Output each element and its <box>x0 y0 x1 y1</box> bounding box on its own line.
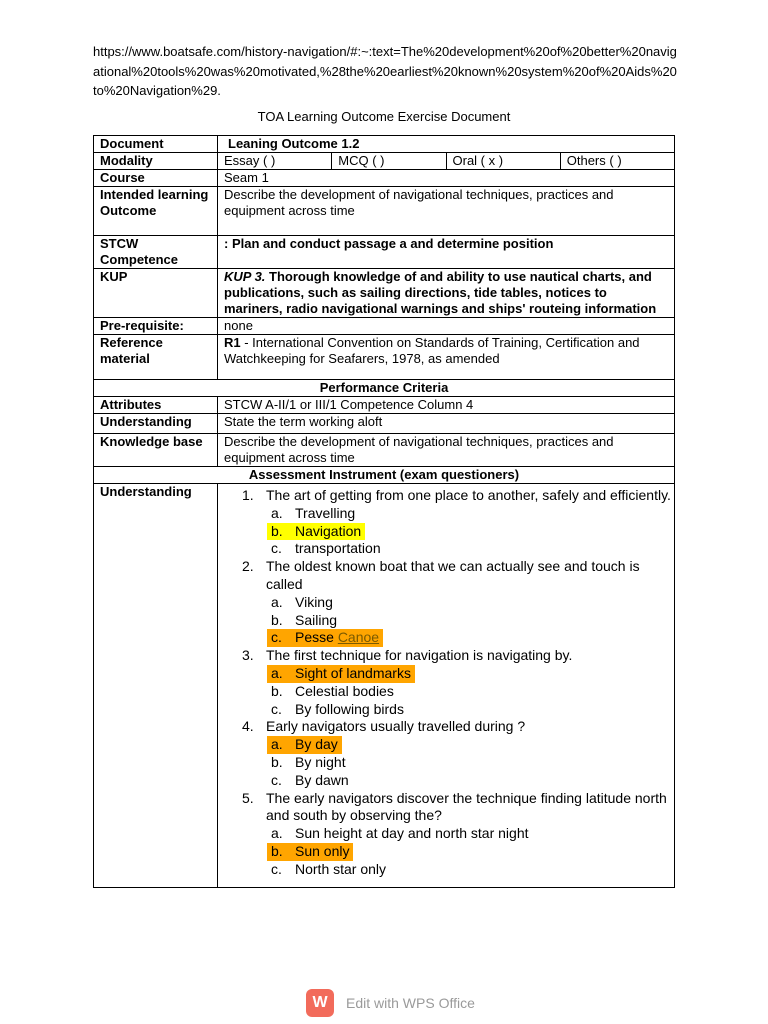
option-text: Travelling <box>295 504 356 521</box>
answer-option <box>242 540 674 558</box>
answer-option <box>242 594 674 612</box>
attributes-value: STCW A-II/1 or III/1 Competence Column 4 <box>218 397 675 414</box>
answer-text-wrap <box>267 540 385 558</box>
knowledge-base-value: Describe the development of navigational techniques, practices and equipment across time <box>218 434 675 467</box>
row-attributes <box>94 397 675 414</box>
prereq-label: Pre-requisite: <box>94 318 218 335</box>
answer-option <box>242 612 674 630</box>
kup-text: Thorough knowledge of and ability to use nautical charts, and publications, such as sailing directions, tide tables, notices to mariners, radio navigational warnings and ships' routeing information <box>224 269 657 316</box>
answer-text-wrap <box>267 505 359 523</box>
option-letter: a. <box>271 504 283 521</box>
option-letter: b. <box>271 842 283 859</box>
kup-label: KUP <box>94 269 218 318</box>
answer-option <box>242 754 674 772</box>
option-letter: b. <box>271 522 283 539</box>
modality-options <box>218 153 675 170</box>
question-number: 1. <box>242 487 254 503</box>
option-text: By following birds <box>295 700 404 717</box>
ref-value <box>218 335 675 380</box>
answer-text-wrap <box>267 612 341 630</box>
question-number: 3. <box>242 647 254 664</box>
source-url[interactable]: https://www.boatsafe.com/history-navigation/#:~:text=The%20development%20of%20better%20navigational%20tools%20was%20motivated,%28the%20earliest%20known%20system%20of%20Aids%20to%20Navigation%29. <box>93 44 677 98</box>
option-letter: c. <box>271 700 282 717</box>
answer-text-wrap <box>267 825 533 843</box>
wps-edit-banner[interactable] <box>306 988 475 1018</box>
stcw-label: STCW Competence <box>94 236 218 269</box>
option-text: Navigation <box>295 522 362 539</box>
option-letter: b. <box>271 682 283 699</box>
row-modality <box>94 153 675 170</box>
answer-option <box>242 523 674 541</box>
answer-option <box>242 825 674 843</box>
highlighted-answer <box>267 629 383 647</box>
option-letter: a. <box>271 593 283 610</box>
answer-option <box>242 736 674 754</box>
row-understanding <box>94 414 675 434</box>
question-text: The oldest known boat that we can actually see and touch is called <box>266 558 640 592</box>
row-prerequisite <box>94 318 675 335</box>
option-letter: b. <box>271 611 283 628</box>
answer-text-wrap <box>267 683 398 701</box>
answer-option <box>242 629 674 647</box>
row-stcw <box>94 236 675 269</box>
question-item <box>242 647 674 665</box>
option-text: Celestial bodies <box>295 682 394 699</box>
question-text: Early navigators usually travelled during ? <box>266 718 526 735</box>
answer-text-wrap <box>267 861 390 879</box>
attributes-label: Attributes <box>94 397 218 414</box>
question-text: The first technique for navigation is navigating by. <box>266 647 573 664</box>
question-item <box>242 790 674 826</box>
kup-code: KUP 3. <box>224 269 266 284</box>
ref-code: R1 <box>224 335 241 350</box>
option-text: By day <box>295 736 338 753</box>
option-text: Sun height at day and north star night <box>295 825 529 842</box>
modality-others: Others ( ) <box>566 153 622 168</box>
understanding-value: State the term working aloft <box>218 414 675 434</box>
row-course <box>94 170 675 187</box>
option-letter: c. <box>271 771 282 788</box>
ilo-label: Intended learning Outcome <box>94 187 218 236</box>
row-kup <box>94 269 675 318</box>
question-number: 5. <box>242 789 254 806</box>
question-number: 2. <box>242 558 254 575</box>
answer-text-wrap <box>267 754 350 772</box>
answer-option <box>242 665 674 683</box>
modality-essay: Essay ( ) <box>218 153 332 169</box>
question-text: The art of getting from one place to another, safely and efficiently. <box>266 487 671 503</box>
answer-text-wrap <box>267 772 353 790</box>
ref-text: - International Convention on Standards of Training, Certification and Watchkeeping for Seafarers, 1978, as amended <box>224 335 640 366</box>
performance-criteria-header: Performance Criteria <box>94 380 675 397</box>
highlighted-answer <box>267 843 353 861</box>
question-item <box>242 487 674 505</box>
knowledge-base-label: Knowledge base <box>94 434 218 467</box>
prereq-value: none <box>218 318 675 335</box>
course-label: Course <box>94 170 218 187</box>
highlighted-answer <box>267 736 342 754</box>
option-text: By night <box>295 753 346 770</box>
row-document <box>94 136 675 153</box>
answer-option <box>242 701 674 719</box>
option-text: Sun only <box>295 842 350 859</box>
modality-mcq: MCQ ( ) <box>332 153 446 169</box>
option-text: Pesse <box>295 629 338 646</box>
wps-edit-label: Edit with WPS Office <box>346 995 475 1011</box>
answer-option <box>242 772 674 790</box>
option-text: Sailing <box>295 611 338 628</box>
row-reference <box>94 335 675 380</box>
stcw-value: : Plan and conduct passage a and determine position <box>218 236 675 269</box>
option-letter: a. <box>271 825 283 842</box>
option-link-text[interactable]: Canoe <box>337 629 380 646</box>
question-text: The early navigators discover the technique finding latitude north and south by observing the? <box>266 789 667 824</box>
option-letter: a. <box>271 736 283 753</box>
course-value: Seam 1 <box>218 170 675 187</box>
question-list <box>218 484 675 888</box>
option-text: Viking <box>295 593 333 610</box>
option-text: By dawn <box>295 771 349 788</box>
highlighted-answer <box>267 665 415 683</box>
answer-text-wrap <box>267 594 337 612</box>
assessment-header: Assessment Instrument (exam questioners) <box>94 467 675 484</box>
question-item <box>242 718 674 736</box>
answer-option <box>242 861 674 879</box>
option-letter: b. <box>271 753 283 770</box>
answer-option <box>242 505 674 523</box>
document-label: Document <box>94 136 218 153</box>
ref-label: Reference material <box>94 335 218 380</box>
ilo-value: Describe the development of navigational techniques, practices and equipment across time <box>218 187 675 236</box>
row-ilo <box>94 187 675 236</box>
option-text: Sight of landmarks <box>295 664 411 681</box>
understanding-label: Understanding <box>94 414 218 434</box>
question-item <box>242 558 674 594</box>
option-letter: c. <box>271 540 282 557</box>
row-knowledge-base <box>94 434 675 467</box>
option-text: transportation <box>295 540 381 557</box>
highlighted-answer <box>267 523 365 541</box>
answer-option <box>242 683 674 701</box>
option-letter: c. <box>271 860 282 877</box>
learning-outcome-table <box>93 135 675 888</box>
answer-text-wrap <box>267 701 408 719</box>
document-title: TOA Learning Outcome Exercise Document <box>257 109 511 124</box>
row-performance-header <box>94 380 675 397</box>
row-assessment-header <box>94 467 675 484</box>
document-value: Leaning Outcome 1.2 <box>218 136 675 153</box>
option-letter: a. <box>271 664 283 681</box>
wps-logo-icon: W <box>306 989 334 1017</box>
row-assessment <box>94 484 675 888</box>
modality-oral: Oral ( x ) <box>447 153 561 169</box>
option-letter: c. <box>271 629 282 646</box>
kup-value <box>218 269 675 318</box>
modality-label: Modality <box>94 153 218 170</box>
question-number: 4. <box>242 718 254 735</box>
assessment-label: Understanding <box>94 484 218 888</box>
answer-option <box>242 843 674 861</box>
option-text: North star only <box>295 860 387 877</box>
